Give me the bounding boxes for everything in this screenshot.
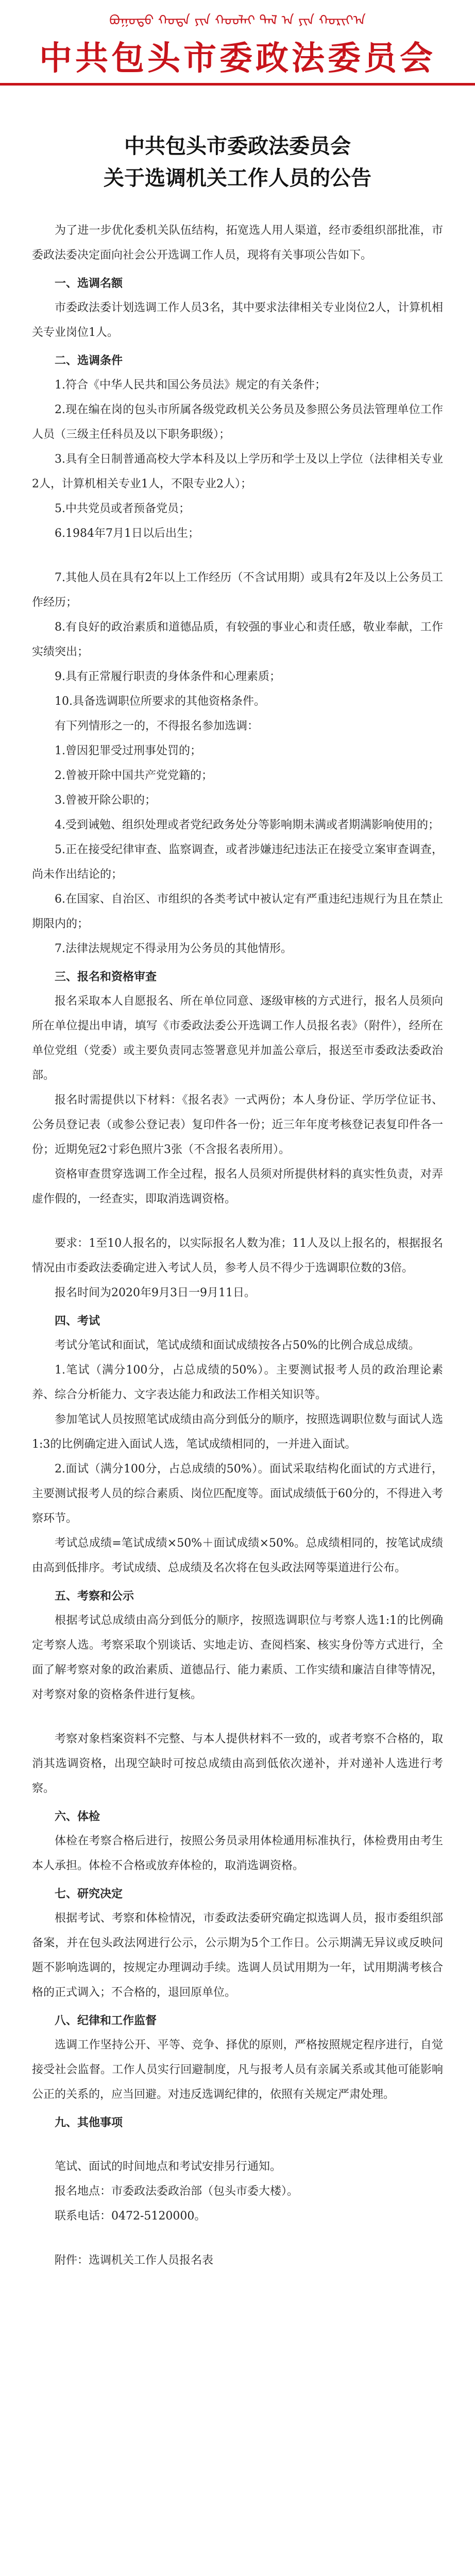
body-paragraph: 报名采取本人自愿报名、所在单位同意、逐级审核的方式进行，报名人员须向所在单位提出申请，填写《市委政法委公开选调工作人员报名表》（附件），经所在单位党组（党委）或主要负责同志签署意见并加盖公章后，报送至市委政法委政治部。	[32, 995, 443, 1082]
body-paragraph: 选调工作坚持公开、平等、竞争、择优的原则，严格按照规定程序进行，自觉接受社会监督。工作人员实行回避制度，凡与报考人员有亲属关系或其他可能影响公正的关系的，应当回避。对违反选调纪律的，依照有关规定严肃处理。	[32, 2039, 443, 2101]
body-paragraph: 考察对象档案资料不完整、与本人提供材料不一致的，或者考察不合格的，取消其选调资格，出现空缺时可按总成绩由高到低依次递补，并对递补人选进行考察。	[32, 1733, 443, 1795]
body-paragraph: 2.面试（满分100分，占总成绩的50%）。面试采取结构化面试的方式进行，主要测试报考人员的综合素质、岗位匹配度等。面试成绩低于60分的，不得进入考察环节。	[32, 1463, 443, 1525]
body-paragraph: 1.笔试（满分100分，占总成绩的50%）。主要测试报考人员的政治理论素养、综合分析能力、文字表达能力和政法工作相关知识等。	[32, 1364, 443, 1401]
section-heading-medical: 六、体检	[55, 1810, 100, 1823]
red-header	[0, 0, 475, 86]
doc-title-line1: 中共包头市委政法委员会	[124, 134, 351, 158]
body-paragraph: 根据考试总成绩由高分到低分的顺序，按照选调职位与考察人选1:1的比例确定考察人选。考察采取个别谈话、实地走访、查阅档案、核实身份等方式进行，全面了解考察对象的政治素质、道德品行、能力素质、工作实绩和廉洁自律等情况，对考察对象的资格条件进行复核。	[32, 1614, 443, 1701]
body-paragraph: 3.具有全日制普通高校大学本科及以上学历和学士及以上学位（法律相关专业2人，计算机相关专业1人，不限专业2人）；	[32, 453, 443, 490]
body-paragraph: 参加笔试人员按照笔试成绩由高分到低分的顺序，按照选调职位数与面试人选1:3的比例确定进入面试人选，笔试成绩相同的，一并进入面试。	[32, 1413, 443, 1451]
body-paragraph: 根据考试、考察和体检情况，市委政法委研究确定拟选调人员，报市委组织部备案，并在包头政法网进行公示，公示期为5个工作日。公示期满无异议或反映问题不影响选调的，按规定办理调动手续。选调人员试用期为一年，试用期满考核合格的正式调入；不合格的，退回原单位。	[32, 1912, 443, 1999]
page-break	[32, 546, 443, 566]
doc-title-line2: 关于选调机关工作人员的公告	[104, 166, 371, 190]
body-paragraph: 6.1984年7月1日以后出生；	[55, 527, 199, 540]
page-break	[32, 2135, 443, 2155]
section-heading-inspection: 五、考察和公示	[55, 1589, 134, 1603]
body-paragraph: 1.曾因犯罪受过刑事处罚的；	[55, 744, 201, 757]
body-paragraph: 联系电话：0472-5120000。	[55, 2210, 206, 2223]
body-paragraph: 6.在国家、自治区、市组织的各类考试中被认定有严重违纪违规行为且在禁止期限内的；	[32, 893, 443, 930]
body-paragraph: 资格审查贯穿选调工作全过程，报名人员须对所提供材料的真实性负责，对弄虚作假的，一经查实，即取消选调资格。	[32, 1168, 443, 1206]
page-break	[32, 1212, 443, 1231]
body-paragraph: 要求：1至10人报名的，以实际报名人数为准；11人及以上报名的，根据报名情况由市委政法委确定进入考试人员，参考人员不得少于选调职位数的3倍。	[32, 1237, 443, 1275]
body-paragraph: 7.其他人员在具有2年以上工作经历（不含试用期）或具有2年及以上公务员工作经历；	[32, 571, 443, 609]
body-paragraph: 3.曾被开除公职的；	[55, 794, 156, 807]
body-paragraph: 有下列情形之一的，不得报名参加选调：	[55, 720, 259, 733]
header-title: 中共包头市委政法委员会	[39, 39, 436, 78]
body-paragraph: 2.现在编在岗的包头市所属各级党政机关公务员及参照公务员法管理单位工作人员（三级主任科员及以下职务职级）；	[32, 403, 443, 441]
body-paragraph: 1.符合《中华人民共和国公务员法》规定的有关条件；	[55, 379, 326, 392]
body-paragraph: 报名时间为2020年9月3日一9月11日。	[55, 1286, 256, 1299]
doc-body	[0, 218, 475, 2273]
header-mongolian-text: ᠪᠤᠭᠤᠲᠤ ᠬᠣᠲᠠ ᠶᠢᠨ ᠬᠣᠣᠯᠠᠢ ᠲᠠᠯ ᠠ ᠶᠢᠨ ᠬᠣᠷᠢᠶ᠎ᠠ	[109, 13, 366, 28]
body-paragraph: 4.受到诫勉、组织处理或者党纪政务处分等影响期未满或者期满影响使用的；	[55, 819, 439, 832]
attachment-note: 附件：选调机关工作人员报名表	[55, 2254, 214, 2267]
body-paragraph: 5.正在接受纪律审查、监察调查，或者涉嫌违纪违法正在接受立案审查调查，尚未作出结论的；	[32, 843, 443, 881]
section-heading-quota: 一、选调名额	[55, 277, 123, 290]
body-paragraph: 9.具有正常履行职责的身体条件和心理素质；	[55, 670, 281, 683]
body-paragraph: 笔试、面试的时间地点和考试安排另行通知。	[55, 2160, 282, 2173]
page-break	[32, 1707, 443, 1727]
section-heading-supervision: 八、纪律和工作监督	[55, 2014, 157, 2027]
body-paragraph: 8.有良好的政治素质和道德品质，有较强的事业心和责任感，敬业奉献，工作实绩突出；	[32, 621, 443, 658]
intro-paragraph: 为了进一步优化委机关队伍结构，拓宽选人用人渠道，经市委组织部批准，市委政法委决定面向社会公开选调工作人员，现将有关事项公告如下。	[32, 224, 443, 262]
body-paragraph: 10.具备选调职位所要求的其他资格条件。	[55, 695, 265, 708]
body-paragraph: 2.曾被开除中国共产党党籍的；	[55, 769, 213, 782]
body-paragraph: 7.法律法规规定不得录用为公务员的其他情形。	[55, 942, 292, 955]
spacer	[32, 2229, 443, 2248]
section-heading-exam: 四、考试	[55, 1314, 100, 1328]
body-paragraph: 市委政法委计划选调工作人员3名，其中要求法律相关专业岗位2人，计算机相关专业岗位1人。	[32, 301, 443, 339]
section-heading-other: 九、其他事项	[55, 2116, 123, 2129]
body-paragraph: 考试分笔试和面试，笔试成绩和面试成绩按各占50%的比例合成总成绩。	[55, 1339, 420, 1352]
section-heading-conditions: 二、选调条件	[55, 354, 123, 367]
body-paragraph: 体检在考察合格后进行，按照公务员录用体检通用标准执行，体检费用由考生本人承担。体检不合格或放弃体检的，取消选调资格。	[32, 1835, 443, 1872]
section-heading-decision: 七、研究决定	[55, 1887, 123, 1901]
body-paragraph: 报名地点：市委政法委政治部（包头市委大楼）。	[55, 2185, 299, 2198]
body-paragraph: 5.中共党员或者预备党员；	[55, 502, 190, 515]
body-paragraph: 报名时需提供以下材料：《报名表》一式两份；本人身份证、学历学位证书、公务员登记表（或参公登记表）复印件各一份；近三年年度考核登记表复印件各一份；近期免冠2寸彩色照片3张（不含报名表所用）。	[32, 1094, 443, 1156]
body-paragraph: 考试总成绩=笔试成绩×50%＋面试成绩×50%。总成绩相同的，按笔试成绩由高到低排序。考试成绩、总成绩及名次将在包头政法网等渠道进行公布。	[32, 1537, 443, 1574]
section-heading-registration: 三、报名和资格审查	[55, 970, 157, 984]
